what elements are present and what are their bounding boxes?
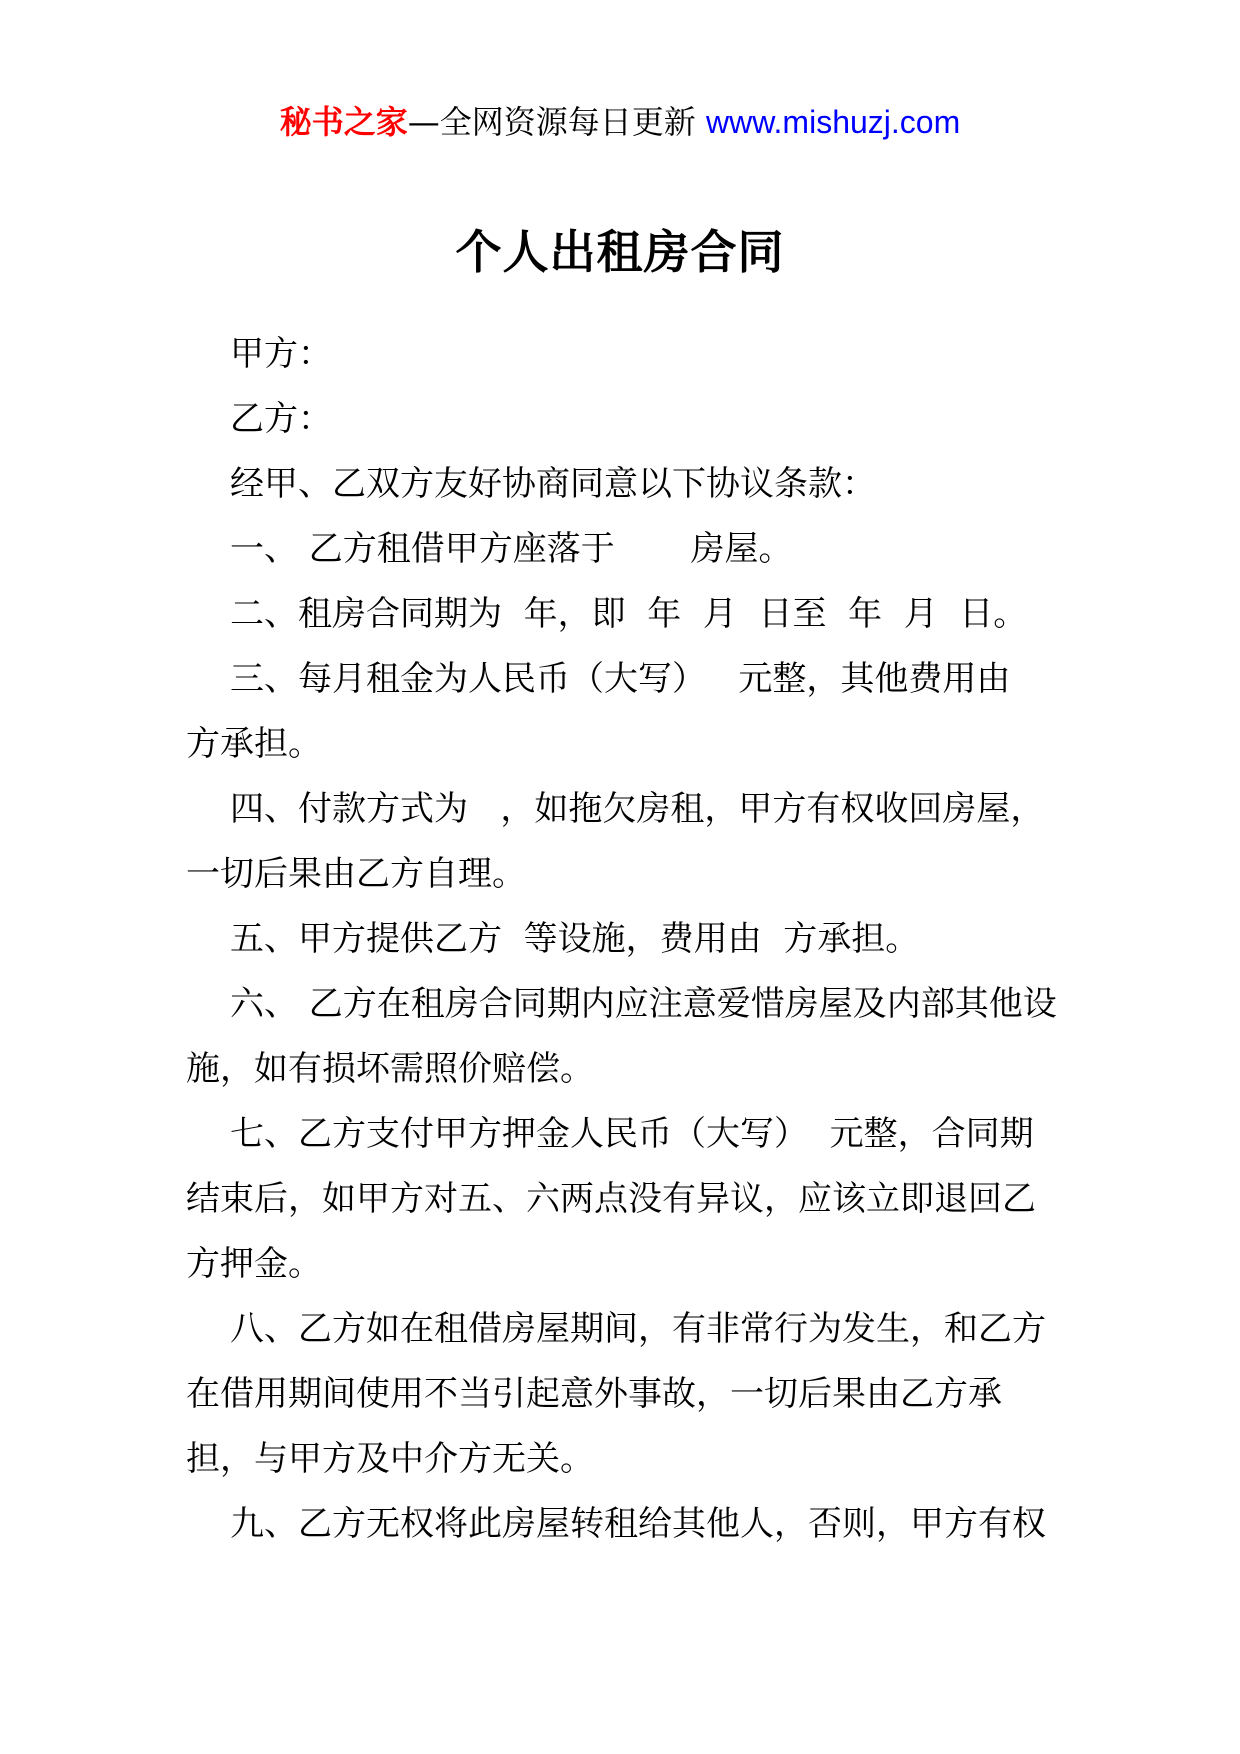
clause-1: 一、 乙方租借甲方座落于 房屋。	[230, 529, 793, 569]
clause-2: 二、租房合同期为 年，即 年 月 日至 年 月 日。	[230, 594, 1028, 634]
contract-body	[186, 322, 1060, 1557]
clause-5: 五、甲方提供乙方 等设施，费用由 方承担。	[230, 919, 920, 959]
site-tagline: —全网资源每日更新	[407, 103, 706, 141]
site-url-link[interactable]: www.mishuzj.com	[705, 104, 961, 140]
clause-9: 九、乙方无权将此房屋转租给其他人，否则，甲方有权	[230, 1504, 1046, 1544]
clause-8: 八、乙方如在租借房屋期间，有非常行为发生，和乙方在借用期间使用不当引起意外事故，一切后果由乙方承担，与甲方及中介方无关。	[186, 1309, 1046, 1479]
party-a-line: 甲方：	[230, 334, 332, 374]
clause-3: 三、每月租金为人民币（大写） 元整，其他费用由 方承担。	[186, 659, 1033, 764]
clause-7: 七、乙方支付甲方押金人民币（大写） 元整，合同期结束后，如甲方对五、六两点没有异议，应该立即退回乙方押金。	[186, 1114, 1036, 1284]
party-b-line: 乙方：	[230, 399, 332, 439]
clause-4: 四、付款方式为 ，如拖欠房租，甲方有权收回房屋，一切后果由乙方自理。	[186, 789, 1045, 894]
agreement-intro: 经甲、乙双方友好协商同意以下协议条款：	[230, 464, 876, 504]
site-header	[0, 100, 1240, 144]
document-title: 个人出租房合同	[455, 225, 785, 279]
site-brand: 秘书之家	[279, 103, 408, 141]
clause-6: 六、 乙方在租房合同期内应注意爱惜房屋及内部其他设施，如有损坏需照价赔偿。	[186, 984, 1057, 1089]
